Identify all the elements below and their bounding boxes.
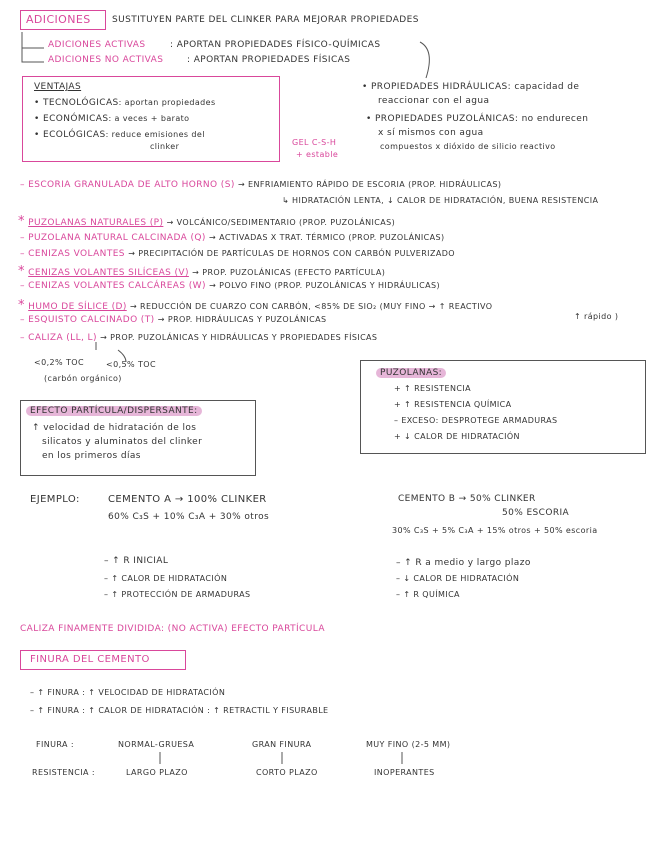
page-subtitle: SUSTITUYEN PARTE DEL CLINKER PARA MEJORAR PROPIEDADES: [112, 15, 419, 25]
ventajas-item-economicas: • ECONÓMICAS: a veces + barato: [34, 114, 190, 124]
cemento-a-item: – ↑ R INICIAL: [104, 556, 169, 566]
prop-puzolanicas: • PROPIEDADES PUZOLÁNICAS: no endurecen: [366, 114, 589, 124]
cemento-b-line: CEMENTO B → 50% CLINKER: [398, 494, 536, 504]
ventajas-title: VENTAJAS: [34, 82, 82, 92]
tipo-cenizas-calcareas: – CENIZAS VOLANTES CALCÁREAS (W) → POLVO FINO (PROP. PUZOLÁNICAS Y HIDRÁULICAS): [20, 281, 440, 291]
caliza-fina: CALIZA FINAMENTE DIVIDIDA: (NO ACTIVA) EFECTO PARTÍCULA: [20, 624, 325, 634]
tipo-humo-silice: * HUMO DE SÍLICE (D) → REDUCCIÓN DE CUARZO CON CARBÓN, <85% DE SIO₂ (MUY FINO → ↑ REACTIVO: [18, 298, 493, 313]
cemento-a-item: – ↑ PROTECCIÓN DE ARMADURAS: [104, 590, 251, 599]
caliza-sub-c: (carbón orgánico): [44, 374, 122, 383]
ventajas-item-ecologicas: • ECOLÓGICAS: reduce emisiones del: [34, 130, 205, 140]
gel-note-line2: + estable: [296, 150, 339, 159]
prop-hidraulicas: • PROPIEDADES HIDRÁULICAS: capacidad de: [362, 82, 580, 92]
prop-puzolanicas-2: x sí mismos con agua: [378, 128, 484, 138]
prop-puzolanicas-3: compuestos x dióxido de silicio reactivo: [380, 142, 556, 151]
tipo-escoria: – ESCORIA GRANULADA DE ALTO HORNO (S) → ENFRIAMIENTO RÁPIDO DE ESCORIA (PROP. HIDRÁULICAS): [20, 180, 502, 190]
humo-sub: ↑ rápido ): [574, 312, 619, 321]
gel-note-line1: GEL C-S-H: [292, 138, 337, 147]
puzolanas-item: + ↓ CALOR DE HIDRATACIÓN: [394, 432, 520, 441]
finura-table-label: FINURA :: [36, 740, 74, 749]
cemento-b-item: – ↑ R a medio y largo plazo: [396, 558, 531, 568]
efecto-line: silicatos y aluminatos del clinker: [42, 437, 203, 447]
finura-col-top: NORMAL-GRUESA: [118, 740, 195, 749]
tipo-cenizas-volantes: – CENIZAS VOLANTES → PRECIPITACIÓN DE PARTÍCULAS DE HORNOS CON CARBÓN PULVERIZADO: [20, 249, 455, 259]
cemento-a-line: CEMENTO A → 100% CLINKER: [108, 494, 267, 505]
tipo-puzolana-calcinada: – PUZOLANA NATURAL CALCINADA (Q) → ACTIVADAS X TRAT. TÉRMICO (PROP. PUZOLÁNICAS): [20, 233, 445, 243]
finura-col-top: MUY FINO (2-5 ΜM): [366, 740, 451, 749]
cemento-b-item: – ↓ CALOR DE HIDRATACIÓN: [396, 574, 520, 583]
adiciones-activas-text: : APORTAN PROPIEDADES FÍSICO-QUÍMICAS: [170, 40, 381, 50]
ejemplo-label: EJEMPLO:: [30, 494, 80, 505]
adiciones-activas-label: ADICIONES ACTIVAS: [48, 40, 146, 50]
puzolanas-item: + ↑ RESISTENCIA: [394, 384, 471, 393]
puzolanas-item: – EXCESO: DESPROTEGE ARMADURAS: [394, 416, 558, 425]
finura-col-bottom: INOPERANTES: [374, 768, 435, 777]
efecto-line: en los primeros días: [42, 451, 141, 461]
ventajas-item-tecnologicas: • TECNOLÓGICAS: aportan propiedades: [34, 98, 216, 108]
escoria-sub: ↳ HIDRATACIÓN LENTA, ↓ CALOR DE HIDRATACIÓN, BUENA RESISTENCIA: [282, 196, 599, 205]
puzolanas-item: + ↑ RESISTENCIA QUÍMICA: [394, 400, 512, 409]
tipo-puzolanas-naturales: * PUZOLANAS NATURALES (P) → VOLCÁNICO/SEDIMENTARIO (PROP. PUZOLÁNICAS): [18, 214, 396, 229]
cemento-b-formula: 30% C₃S + 5% C₃A + 15% otros + 50% escoria: [392, 526, 598, 535]
cemento-b-line2: 50% ESCORIA: [502, 508, 570, 518]
caliza-sub-a: <0,2% TOC: [34, 358, 84, 367]
tipo-esquisto: – ESQUISTO CALCINADO (T) → PROP. HIDRÁULICAS Y PUZOLÁNICAS: [20, 315, 327, 325]
finura-title: FINURA DEL CEMENTO: [30, 654, 150, 665]
adiciones-no-activas-text: : APORTAN PROPIEDADES FÍSICAS: [187, 55, 351, 65]
prop-hidraulicas-2: reaccionar con el agua: [378, 96, 490, 106]
finura-col-bottom: CORTO PLAZO: [256, 768, 318, 777]
finura-line2: – ↑ FINURA : ↑ CALOR DE HIDRATACIÓN : ↑ RETRACTIL Y FISURABLE: [30, 706, 329, 715]
efecto-line: ↑ velocidad de hidratación de los: [32, 423, 197, 433]
adiciones-no-activas-label: ADICIONES NO ACTIVAS: [48, 55, 164, 65]
finura-col-bottom: LARGO PLAZO: [126, 768, 188, 777]
page-title: ADICIONES: [26, 13, 91, 26]
cemento-b-item: – ↑ R QUÍMICA: [396, 590, 460, 599]
puzolanas-box-title: PUZOLANAS:: [376, 368, 446, 378]
ventajas-continuation: clinker: [150, 142, 180, 151]
tipo-caliza: – CALIZA (LL, L) → PROP. PUZOLÁNICAS Y HIDRÁULICAS Y PROPIEDADES FÍSICAS: [20, 333, 378, 343]
cemento-a-formula: 60% C₃S + 10% C₃A + 30% otros: [108, 512, 270, 522]
cemento-a-item: – ↑ CALOR DE HIDRATACIÓN: [104, 574, 228, 583]
caliza-sub-b: <0,5% TOC: [106, 360, 156, 369]
tipo-cenizas-siliceas: * CENIZAS VOLANTES SILÍCEAS (V) → PROP. PUZOLÁNICAS (EFECTO PARTÍCULA): [18, 264, 386, 279]
finura-line1: – ↑ FINURA : ↑ VELOCIDAD DE HIDRATACIÓN: [30, 688, 226, 697]
efecto-box-title: EFECTO PARTÍCULA/DISPERSANTE:: [26, 406, 202, 416]
resistencia-table-label: RESISTENCIA :: [32, 768, 95, 777]
finura-col-top: GRAN FINURA: [252, 740, 312, 749]
